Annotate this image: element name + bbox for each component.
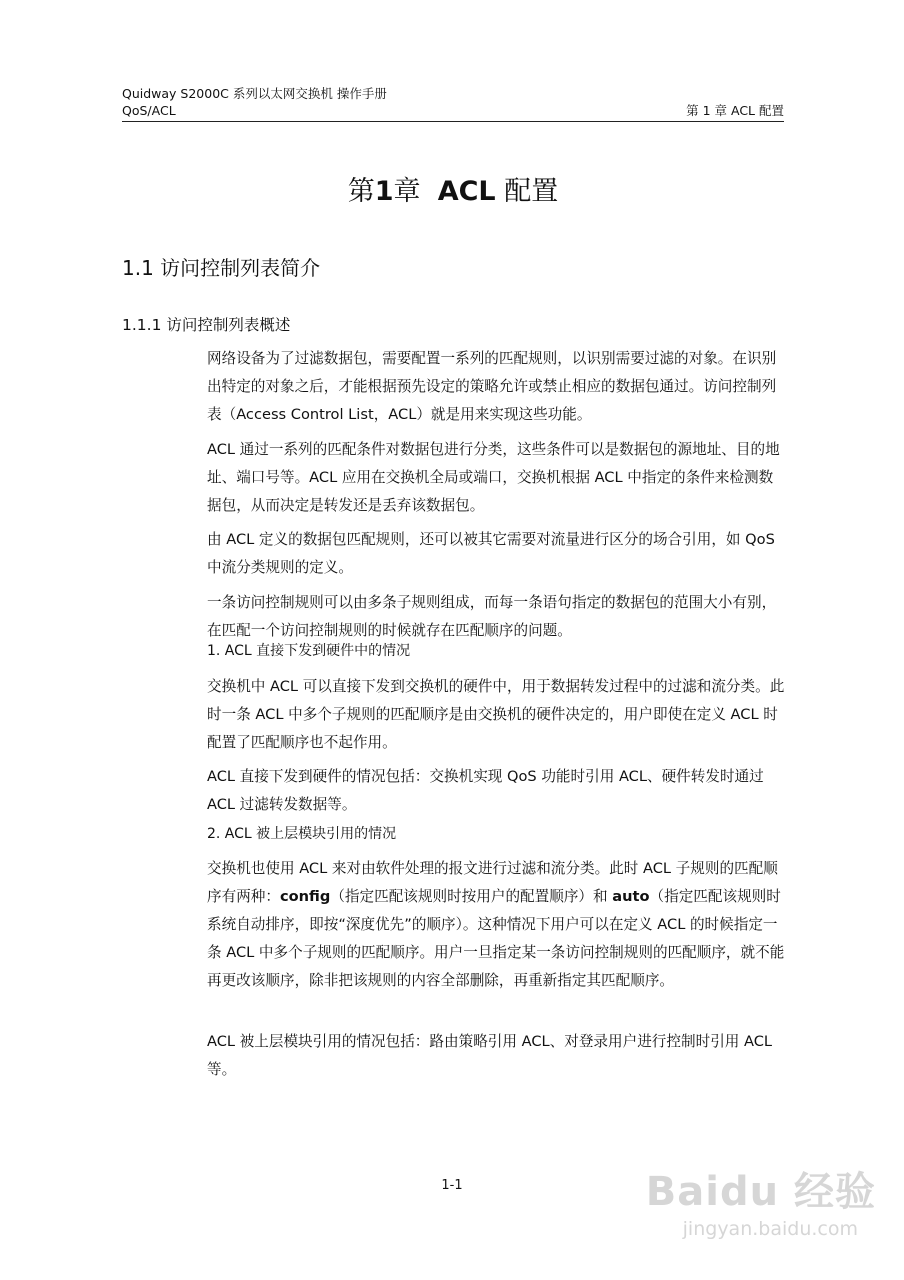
watermark [636,1160,886,1260]
body-text [207,345,787,645]
paragraph: ACL 通过一系列的匹配条件对数据包进行分类，这些条件可以是数据包的源地址、目的地址、端口号等。ACL 应用在交换机全局或端口，交换机根据 ACL 中指定的条件来检测数据包，从而决定是转发还是丢弃该数据包。 [207,441,780,514]
keyword-config: config [279,888,331,905]
subheading-upper-module: 2. ACL 被上层模块引用的情况 [207,826,397,842]
header-rule [122,121,784,122]
watermark-url: jingyan.baidu.com [682,1218,858,1240]
page-number: 1-1 [441,1178,463,1193]
subheading-hardware: 1. ACL 直接下发到硬件中的情况 [207,643,411,659]
header-chapter: 第 1 章 ACL 配置 [686,103,784,118]
chapter-title: 第1章 ACL 配置 [347,176,559,207]
paragraph: ACL 被上层模块引用的情况包括：路由策略引用 ACL、对登录用户进行控制时引用 ACL 等。 [207,1033,773,1078]
paragraph: 交换机也使用 ACL 来对由软件处理的报文进行过滤和流分类。此时 ACL 子规则的匹配顺序有两种：config（指定匹配该规则时按用户的配置顺序）和 auto（指定匹配该规则时系统自动排序，即按“深度优先”的顺序）。这种情况下用户可以在定义 ACL 的时候指定一条 ACL 中多个子规则的匹配顺序。用户一旦指定某一条访问控制规则的匹配顺序，就不能再更改该顺序，除非把该规则的内容全部删除，再重新指定其匹配顺序。 [207,860,785,989]
body-text-hardware [207,673,787,819]
paragraph: 一条访问控制规则可以由多条子规则组成，而每一条语句指定的数据包的范围大小有别，在匹配一个访问控制规则的时候就存在匹配顺序的问题。 [207,594,777,639]
header-title: Quidway S2000C 系列以太网交换机 操作手册 [122,86,387,101]
paragraph: 交换机中 ACL 可以直接下发到交换机的硬件中，用于数据转发过程中的过滤和流分类。此时一条 ACL 中多个子规则的匹配顺序是由交换机的硬件决定的，用户即使在定义 ACL 时配置了匹配顺序也不起作用。 [207,678,785,751]
watermark-logo: Baidu 经验 [645,1169,876,1215]
keyword-auto: auto [612,888,650,905]
paragraph: 网络设备为了过滤数据包，需要配置一系列的匹配规则，以识别需要过滤的对象。在识别出特定的对象之后，才能根据预先设定的策略允许或禁止相应的数据包通过。访问控制列表（Access Control List，ACL）就是用来实现这些功能。 [207,350,777,423]
paragraph: ACL 直接下发到硬件的情况包括：交换机实现 QoS 功能时引用 ACL、硬件转发时通过 ACL 过滤转发数据等。 [207,768,764,813]
section-heading-1-1-1: 1.1.1 访问控制列表概述 [122,316,291,334]
body-text-upper-module [207,855,787,1084]
paragraph: 由 ACL 定义的数据包匹配规则，还可以被其它需要对流量进行区分的场合引用，如 QoS 中流分类规则的定义。 [207,531,775,576]
header-section: QoS/ACL [122,103,176,118]
section-heading-1-1: 1.1 访问控制列表简介 [122,256,321,280]
